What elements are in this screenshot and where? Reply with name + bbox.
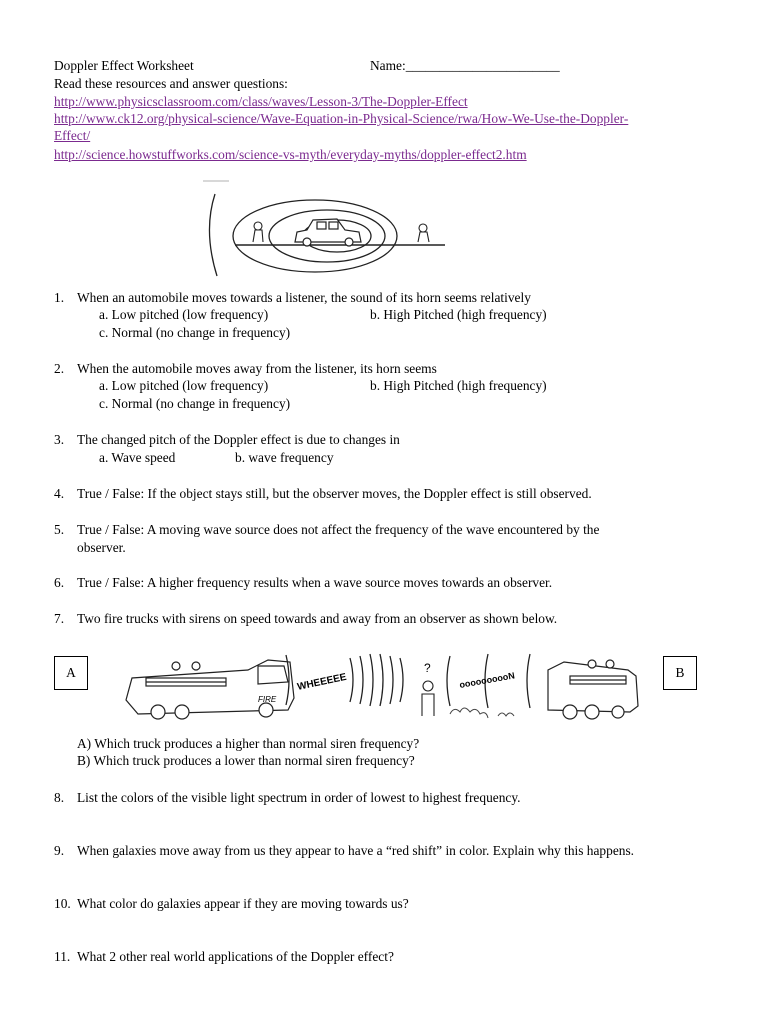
dust-cloud-icon: [450, 708, 514, 718]
doppler-car-illustration: [195, 176, 455, 281]
car-icon: [295, 219, 361, 246]
q1-option-c: c. Normal (no change in frequency): [99, 325, 291, 340]
listener-right-icon: [418, 224, 429, 242]
q1-number: 1.: [54, 290, 65, 305]
q3-number: 3.: [54, 432, 65, 447]
name-label: Name:: [370, 58, 406, 73]
truck-label-fire: FIRE: [258, 695, 277, 704]
link-ck12-continued[interactable]: Effect/: [54, 128, 91, 143]
q1-option-b: b. High Pitched (high frequency): [370, 307, 547, 322]
q5-text: True / False: A moving wave source does not affect the frequency of the wave encountered by the: [77, 522, 600, 537]
q11-text: What 2 other real world applications of the Doppler effect?: [77, 949, 394, 964]
q2-option-a: a. Low pitched (low frequency): [99, 378, 269, 393]
truck-b-box: B: [663, 656, 697, 690]
listener-left-icon: [253, 222, 263, 242]
observer-icon: [422, 681, 434, 716]
q2-number: 2.: [54, 361, 65, 376]
q7-text: Two fire trucks with sirens on speed towards and away from an observer as shown below.: [77, 611, 558, 626]
q5-number: 5.: [54, 522, 65, 537]
q7-sub-b: B) Which truck produces a lower than normal siren frequency?: [77, 753, 415, 768]
q3-option-a: a. Wave speed: [99, 450, 176, 465]
q9-number: 9.: [54, 843, 65, 858]
q4-number: 4.: [54, 486, 65, 501]
q1-text: When an automobile moves towards a listener, the sound of its horn seems relatively: [77, 290, 531, 305]
siren-sound-left: WHEEEEE: [296, 671, 348, 693]
q4-text: True / False: If the object stays still, but the observer moves, the Doppler effect is still observed.: [77, 486, 592, 501]
q2-option-b: b. High Pitched (high frequency): [370, 378, 547, 393]
q7-number: 7.: [54, 611, 65, 626]
q5-text-continued: observer.: [77, 540, 126, 555]
link-ck12[interactable]: http://www.ck12.org/physical-science/Wave-Equation-in-Physical-Science/rwa/How-We-Use-the-Doppler-: [54, 111, 629, 126]
q3-text: The changed pitch of the Doppler effect is due to changes in: [77, 432, 400, 447]
fire-trucks-illustration: [118, 640, 648, 725]
name-field: [370, 57, 560, 75]
q7-sub-a: A) Which truck produces a higher than normal siren frequency?: [77, 736, 420, 751]
truck-a-box: A: [54, 656, 88, 690]
q9-text: When galaxies move away from us they appear to have a “red shift” in color. Explain why this happens.: [77, 843, 635, 858]
instructions: Read these resources and answer questions:: [54, 76, 288, 91]
q6-text: True / False: A higher frequency results when a wave source moves towards an observer.: [77, 575, 553, 590]
fire-truck-left-icon: [126, 660, 294, 719]
q2-text: When the automobile moves away from the listener, its horn seems: [77, 361, 437, 376]
fire-truck-right-icon: [548, 660, 638, 719]
name-line: _______________________: [405, 58, 560, 73]
link-physicsclassroom[interactable]: http://www.physicsclassroom.com/class/waves/Lesson-3/The-Doppler-Effect: [54, 94, 468, 109]
worksheet-title: Doppler Effect Worksheet: [54, 58, 194, 73]
q8-number: 8.: [54, 790, 65, 805]
q6-number: 6.: [54, 575, 65, 590]
q8-text: List the colors of the visible light spectrum in order of lowest to highest frequency.: [77, 790, 521, 805]
q1-option-a: a. Low pitched (low frequency): [99, 307, 269, 322]
q10-text: What color do galaxies appear if they are moving towards us?: [77, 896, 409, 911]
q2-option-c: c. Normal (no change in frequency): [99, 396, 291, 411]
q10-number: 10.: [54, 896, 71, 911]
siren-sound-right: oooooooooN: [458, 670, 516, 690]
link-howstuffworks[interactable]: http://science.howstuffworks.com/science-vs-myth/everyday-myths/doppler-effect2.htm: [54, 147, 527, 162]
question-mark-icon: ?: [424, 661, 431, 675]
q3-option-b: b. wave frequency: [235, 450, 334, 465]
q11-number: 11.: [54, 949, 71, 964]
